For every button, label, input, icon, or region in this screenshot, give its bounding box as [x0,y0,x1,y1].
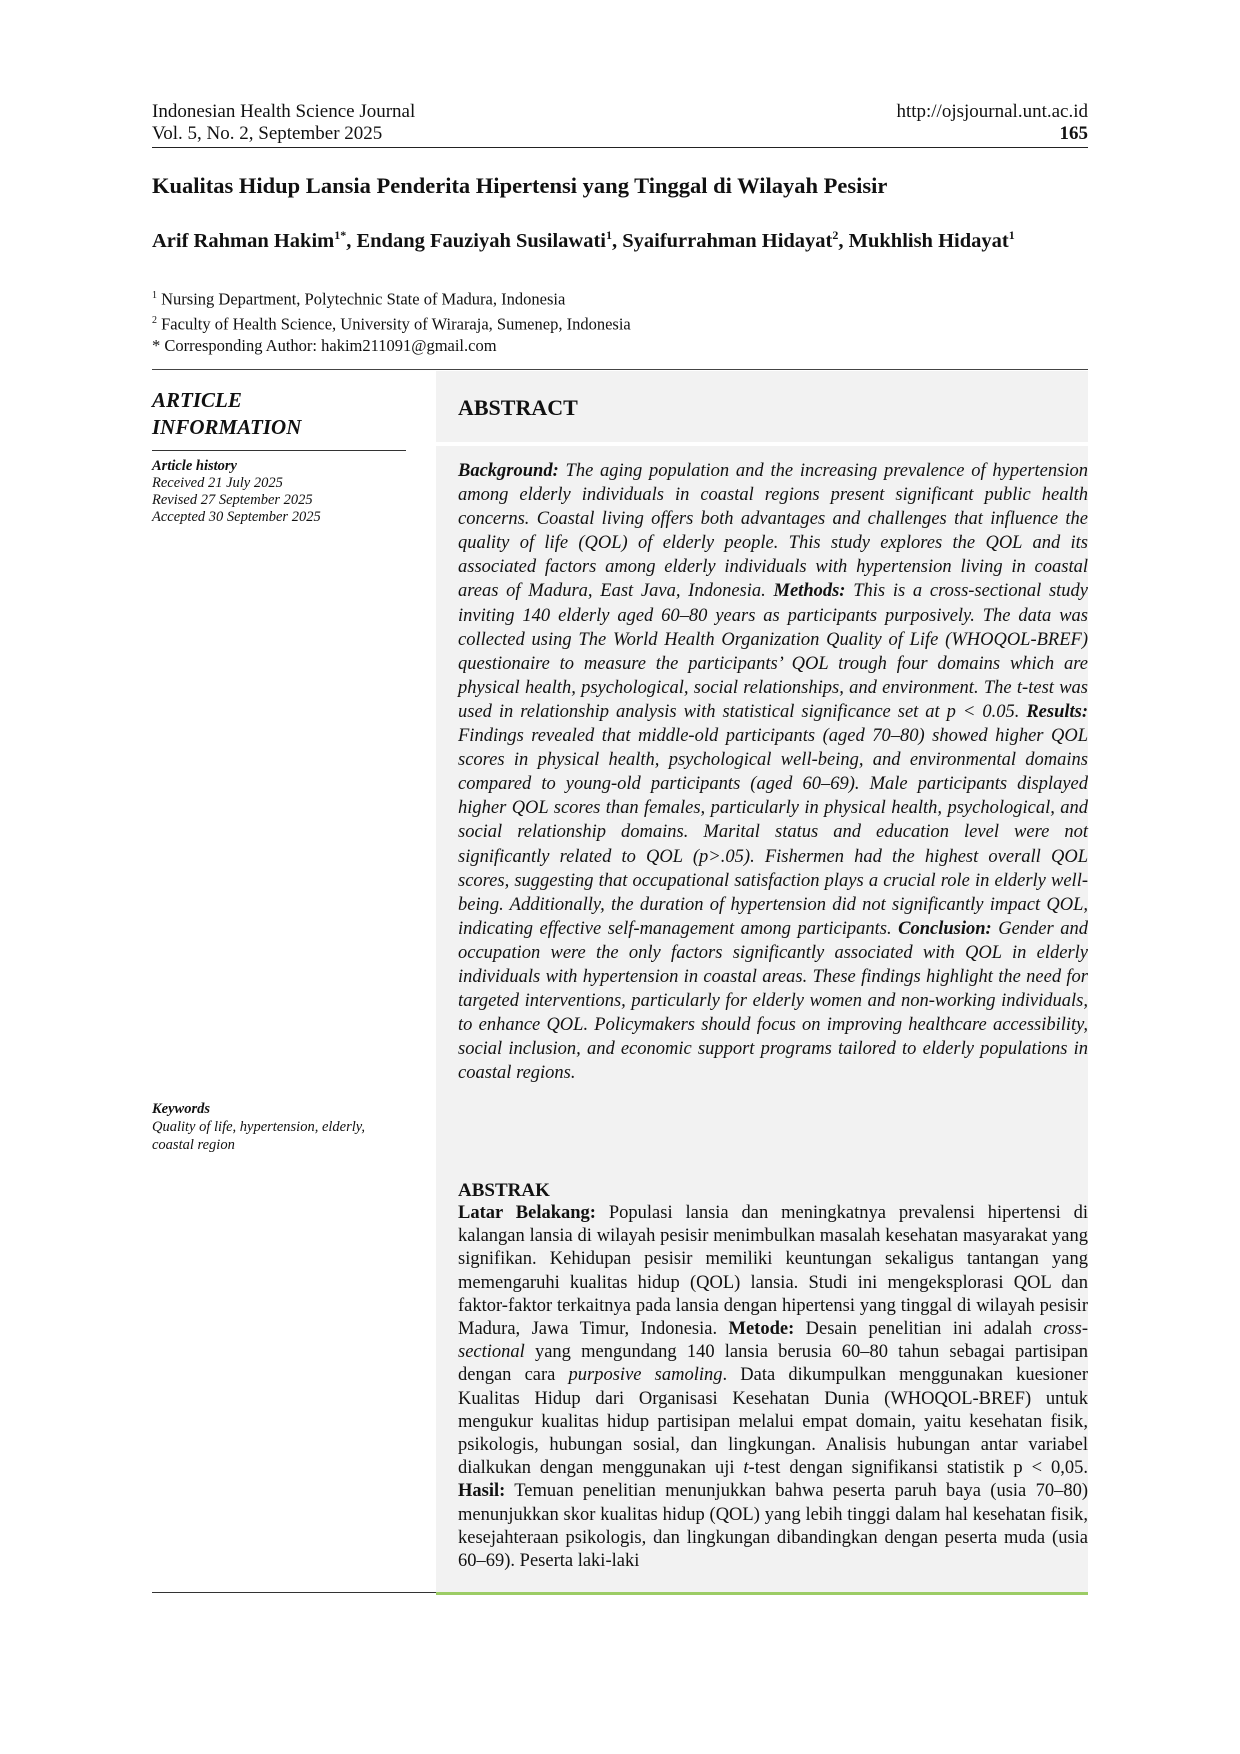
keywords-text: Quality of life, hypertension, elderly, coastal region [152,1119,366,1153]
metode-italic: purposive samoling [568,1365,723,1386]
abstract-panel [436,371,1088,1593]
author-sup: 1 [605,228,612,243]
metode-text: -test dengan signifikansi statistik p < 0,05. [748,1458,1088,1479]
author-name: Arif Rahman Hakim [152,230,335,252]
conclusion-text: Gender and occupation were the only factors significantly associated with QOL in elderly individuals with hypertension in coastal areas. These findings highlight the need for targeted interventions, particularly for elderly women and non-working individuals, to enhance QOL. Policymakers should focus on improving healthcare accessibility, social inclusion, and economic support programs tailored to elderly populations in coastal regions. [458,918,1088,1084]
author-name: Syaifurrahman Hidayat [622,230,833,252]
metode-text: yang mengundang 140 lansia berusia 60–80 tahun sebagai partisipan dengan cara [458,1342,1088,1386]
journal-url[interactable]: http://ojsjournal.unt.ac.id [896,101,1088,122]
accepted-date: Accepted 30 September 2025 [152,509,321,525]
methods-text: This is a cross-sectional study inviting 140 elderly aged 60–80 years as participants purposively. The data was collected using The World Health Organization Quality of Life (WHOQOL-BREF) questionaire to measure the participants’ QOL trough four domains which are physical health, psychological, social relationships, and environment. The t-test was used in relationship analysis with statistical significance set at p < 0.05. [458,581,1089,722]
author-sep: , [838,230,849,252]
author-sup: 1 [1008,228,1015,243]
received-date: Received 21 July 2025 [152,475,283,491]
author-list [152,228,1088,255]
author-sep: , [611,230,623,252]
keywords-block [152,1100,406,1154]
author-sep: , [346,230,357,252]
journal-volume: Vol. 5, No. 2, September 2025 [152,123,383,144]
journal-name: Indonesian Health Science Journal [152,101,416,122]
latar-label: Latar Belakang: [458,1203,596,1223]
abstract-heading-divider [436,442,1088,446]
keywords-label: Keywords [152,1101,210,1117]
affiliation-1 [152,285,1088,310]
abstrak-heading: ABSTRAK [458,1180,550,1201]
paper-title: Kualitas Hidup Lansia Penderita Hipertensi yang Tinggal di Wilayah Pesisir [152,173,888,198]
background-text: The aging population and the increasing prevalence of hypertension among elderly individuals in coastal regions present significant public health concerns. Coastal living offers both advantages and challenges that influence the quality of life (QOL) of elderly people. This study explores the QOL and its associated factors among elderly individuals with hypertension living in coastal areas of Madura, East Java, Indonesia. [458,461,1088,602]
metode-text: . Data dikumpulkan menggunakan kuesioner Kualitas Hidup dari Organisasi Kesehatan Dunia (WHOQOL-BREF) untuk mengukur kualitas hidup partisipan melalui empat domain, yaitu kesehatan fisik, psikologis, hubungan sosial, dan lingkungan. Analisis hubungan antar variabel dialkukan dengan menggunakan uji [458,1365,1088,1479]
author-sup: 1* [334,228,347,243]
affiliation-text: Nursing Department, Polytechnic State of Madura, Indonesia [161,289,566,309]
metode-italic: t [743,1458,749,1479]
author-sup: 2 [832,228,839,243]
affiliation-text: Faculty of Health Science, University of Wiraraja, Sumenep, Indonesia [161,314,631,334]
heading-line: ARTICLE [152,388,242,412]
abstract-heading: ABSTRACT [458,395,578,420]
footer-accent-line [436,1592,1088,1595]
methods-label: Methods: [773,581,846,602]
results-label: Results: [1026,701,1088,722]
article-info-heading [152,387,406,441]
affiliation-sup: 2 [152,315,157,326]
affiliation-sup: 1 [152,290,157,301]
background-label: Background: [458,461,559,481]
bottom-divider [152,1592,436,1593]
metode-italic: cross-sectional [458,1319,1088,1363]
affiliation-2 [152,310,1088,335]
conclusion-label: Conclusion: [898,918,992,939]
affiliations [152,285,1088,357]
revised-date: Revised 27 September 2025 [152,492,313,508]
author-name: Mukhlish Hidayat [848,230,1009,252]
abstrak-text [458,1202,1088,1582]
author-name: Endang Fauziyah Susilawati [356,230,606,252]
page-number: 165 [1059,123,1088,144]
article-info-column [152,370,406,1594]
hasil-text: Temuan penelitian menunjukkan bahwa peserta paruh baya (usia 70–80) menunjukkan skor kualitas hidup (QOL) yang lebih tinggi dalam hal kesehatan fisik, kesejahteraan psikologis, dan lingkungan dibandingkan dengan peserta muda (usia 60–69). Peserta laki-laki [458,1481,1088,1572]
metode-text: Desain penelitian ini adalah [794,1319,1044,1340]
article-history [152,458,321,526]
header-divider [152,147,1088,148]
history-label: Article history [152,458,237,474]
results-text: Findings revealed that middle-old participants (aged 70–80) showed higher QOL scores in physical health, psychological well-being, and environmental domains compared to young-old participants (aged 60–69). Male participants displayed higher QOL scores than females, particularly in physical health, psychological, and social relationship domains. Marital status and education level were not significantly related to QOL (p>.05). Fishermen had the highest overall QOL scores, suggesting that occupational satisfaction plays a crucial role in elderly well-being. Additionally, the duration of hypertension did not significantly impact QOL, indicating effective self-management among participants. [458,726,1088,939]
hasil-label: Hasil: [458,1481,506,1502]
corresponding-author: * Corresponding Author: hakim211091@gmail.com [152,336,497,355]
latar-text: Populasi lansia dan meningkatnya prevalensi hipertensi di kalangan lansia di wilayah pesisir menimbulkan masalah kesehatan masyarakat yang signifikan. Kehidupan pesisir memiliki keuntungan sekaligus tantangan yang memengaruhi kualitas hidup (QOL) lansia. Studi ini mengeksplorasi QOL dan faktor-faktor terkaitnya pada lansia dengan hipertensi yang tinggal di wilayah pesisir Madura, Jawa Timur, Indonesia. [458,1203,1088,1340]
abstract-text [458,459,1088,1085]
running-header [152,101,1088,145]
metode-label: Metode: [728,1319,795,1340]
heading-line: INFORMATION [152,415,302,439]
article-info-divider [152,450,406,451]
